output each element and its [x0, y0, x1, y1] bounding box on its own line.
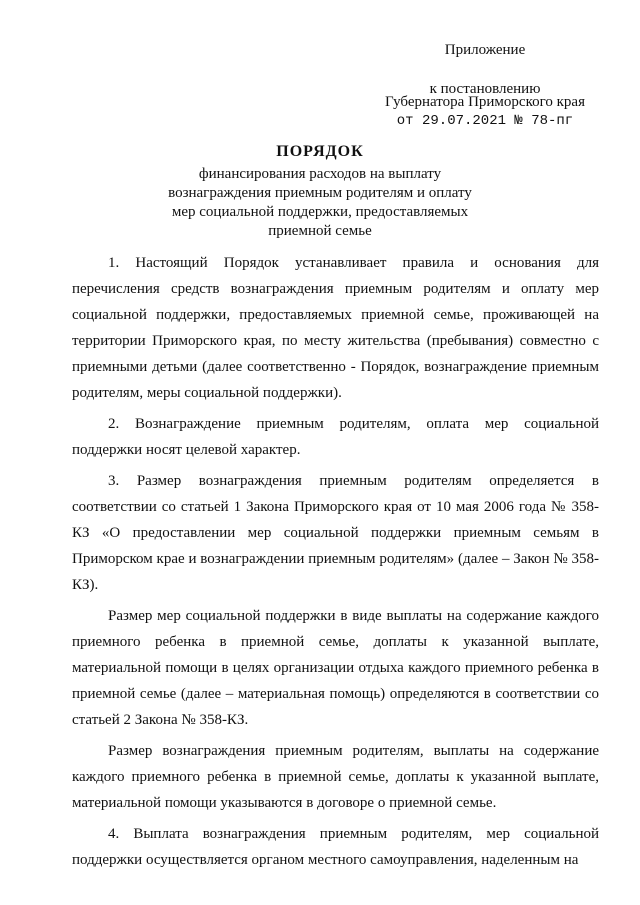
appendix-label: Приложение	[444, 42, 526, 58]
document-body	[72, 250, 599, 878]
subtitle-line: финансирования расходов на выплату	[198, 166, 442, 182]
resolution-date-number: от 29.07.2021 № 78-пг	[396, 113, 574, 129]
subtitle-line: приемной семье	[268, 223, 372, 239]
document-subtitle	[120, 165, 520, 241]
paragraph-4: 4. Выплата вознаграждения приемным родителям, мер социальной поддержки осуществляется органом местного самоуправления, наделенным на	[72, 826, 599, 868]
resolution-reference: к постановлению	[429, 81, 541, 97]
document-title: ПОРЯДОК	[276, 143, 364, 160]
paragraph-3-contract: Размер вознаграждения приемным родителям, выплаты на содержание каждого приемного ребенка в приемной семье, доплаты к указанной выплате, материальной помощи указываются в договоре о приемной семье.	[72, 743, 599, 811]
paragraph-1: 1. Настоящий Порядок устанавливает правила и основания для перечисления средств вознаграждения приемным родителям и оплату мер социальной поддержки, предоставляемых приемной семье, проживающей на территории Приморского края, по месту жительства (пребывания) совместно с приемными детьми (далее соответственно - Порядок, вознаграждение приемным родителям, меры социальной поддержки).	[72, 255, 599, 401]
governor-reference: Губернатора Приморского края	[385, 94, 585, 110]
paragraph-3-material-support: Размер мер социальной поддержки в виде выплаты на содержание каждого приемного ребенка в приемной семье, доплаты к указанной выплате, материальной помощи в целях организации отдыха каждого приемного ребенка в приемной семье (далее – материальная помощь) определяются в соответствии со статьей 2 Закона № 358-КЗ.	[72, 608, 599, 728]
paragraph-2: 2. Вознаграждение приемным родителям, оплата мер социальной поддержки носят целевой характер.	[72, 416, 599, 458]
subtitle-line: мер социальной поддержки, предоставляемых	[171, 204, 469, 220]
paragraph-3: 3. Размер вознаграждения приемным родителям определяется в соответствии со статьей 1 Закона Приморского края от 10 мая 2006 года № 358-КЗ «О предоставлении мер социальной поддержки приемным семьям в Приморском крае и вознаграждении приемным родителям» (далее – Закон № 358-КЗ).	[72, 473, 599, 593]
subtitle-line: вознаграждения приемным родителям и оплату	[168, 185, 472, 201]
